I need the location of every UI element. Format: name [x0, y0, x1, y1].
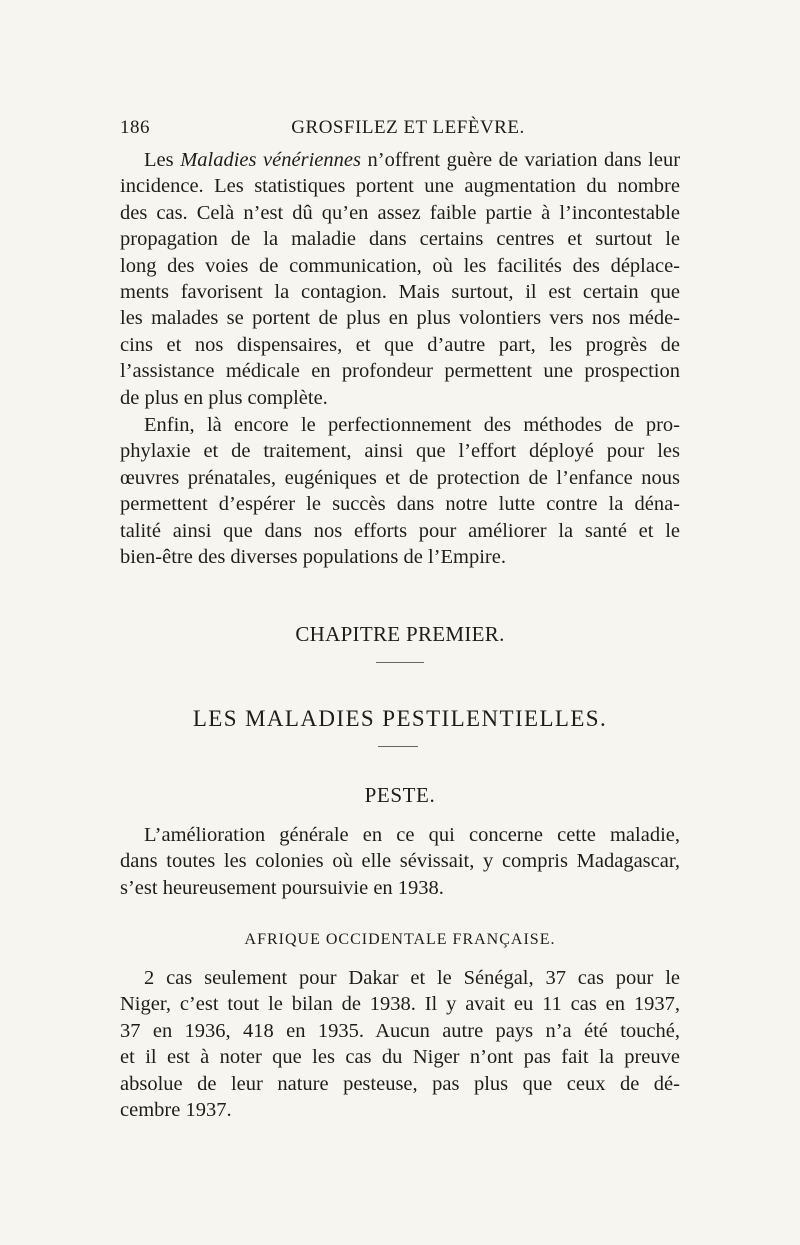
paragraph-line: les malades se portent de plus en plus volontiers vers nos méde- [120, 307, 680, 330]
paragraph-line: des cas. Celà n’est dû qu’en assez faible partie à l’incontestable [120, 201, 680, 224]
section-heading: LES MALADIES PESTILENTIELLES. [192, 706, 608, 731]
paragraph-line: et il est à noter que les cas du Niger n’ont pas fait la preuve [120, 1046, 680, 1069]
running-header [120, 117, 680, 141]
paragraph-conclusion [120, 412, 680, 570]
paragraph-line: de plus en plus complète. [120, 386, 328, 409]
paragraph-line: propagation de la maladie dans certains centres et surtout le [120, 228, 680, 251]
paragraph-line: œuvres prénatales, eugéniques et de protection de l’enfance nous [120, 466, 680, 489]
paragraph-line: l’assistance médicale en profondeur permettent une prospection [120, 360, 680, 383]
italic-term: Maladies vénériennes [180, 149, 361, 171]
divider-rule [378, 746, 418, 747]
lead-word: Les [144, 149, 174, 171]
paragraph-line: 37 en 1936, 418 en 1935. Aucun autre pays n’a été touché, [120, 1019, 680, 1042]
paragraph-line: talité ainsi que dans nos efforts pour améliorer la santé et le [120, 519, 680, 542]
subsection-heading: PESTE. [364, 783, 436, 807]
running-title: GROSFILEZ ET LEFÈVRE. [291, 117, 525, 138]
divider-rule [376, 662, 424, 663]
paragraph-line: incidence. Les statistiques portent une augmentation du nombre [120, 175, 680, 198]
paragraph-line: Enfin, là encore le perfectionnement des méthodes de pro- [144, 414, 680, 436]
paragraph-line: ments favorisent la contagion. Mais surtout, il est certain que [120, 281, 680, 304]
paragraph-line: bien-être des diverses populations de l’Empire. [120, 546, 506, 569]
page-number: 186 [120, 117, 150, 138]
paragraph-aof-cases [120, 965, 680, 1123]
paragraph-line: cins et nos dispensaires, et que d’autre part, les progrès de [120, 333, 680, 356]
paragraph-line: permettent d’espérer le succès dans notre lutte contre la déna- [120, 493, 680, 516]
paragraph-line: Niger, c’est tout le bilan de 1938. Il y avait eu 11 cas en 1937, [120, 993, 680, 1016]
region-heading: AFRIQUE OCCIDENTALE FRANÇAISE. [244, 931, 556, 948]
paragraph-venereal-diseases [120, 147, 680, 411]
paragraph-line: phylaxie et de traitement, ainsi que l’effort déployé pour les [120, 440, 680, 463]
paragraph-plague-overview [120, 822, 680, 901]
paragraph-line: long des voies de communication, où les facilités des déplace- [120, 254, 680, 277]
paragraph-line: cembre 1937. [120, 1099, 232, 1122]
paragraph-line: Les Maladies vénériennes n’offrent guère de variation dans leur [144, 149, 681, 171]
paragraph-line: absolue de leur nature pesteuse, pas plus que ceux de dé- [120, 1072, 680, 1095]
paragraph-line: 2 cas seulement pour Dakar et le Sénégal, 37 cas pour le [144, 967, 680, 989]
paragraph-line: s’est heureusement poursuivie en 1938. [120, 876, 444, 899]
chapter-heading: CHAPITRE PREMIER. [295, 622, 505, 646]
paragraph-line: L’amélioration générale en ce qui concerne cette maladie, [144, 824, 680, 846]
paragraph-line: dans toutes les colonies où elle sévissait, y compris Madagascar, [120, 850, 680, 873]
